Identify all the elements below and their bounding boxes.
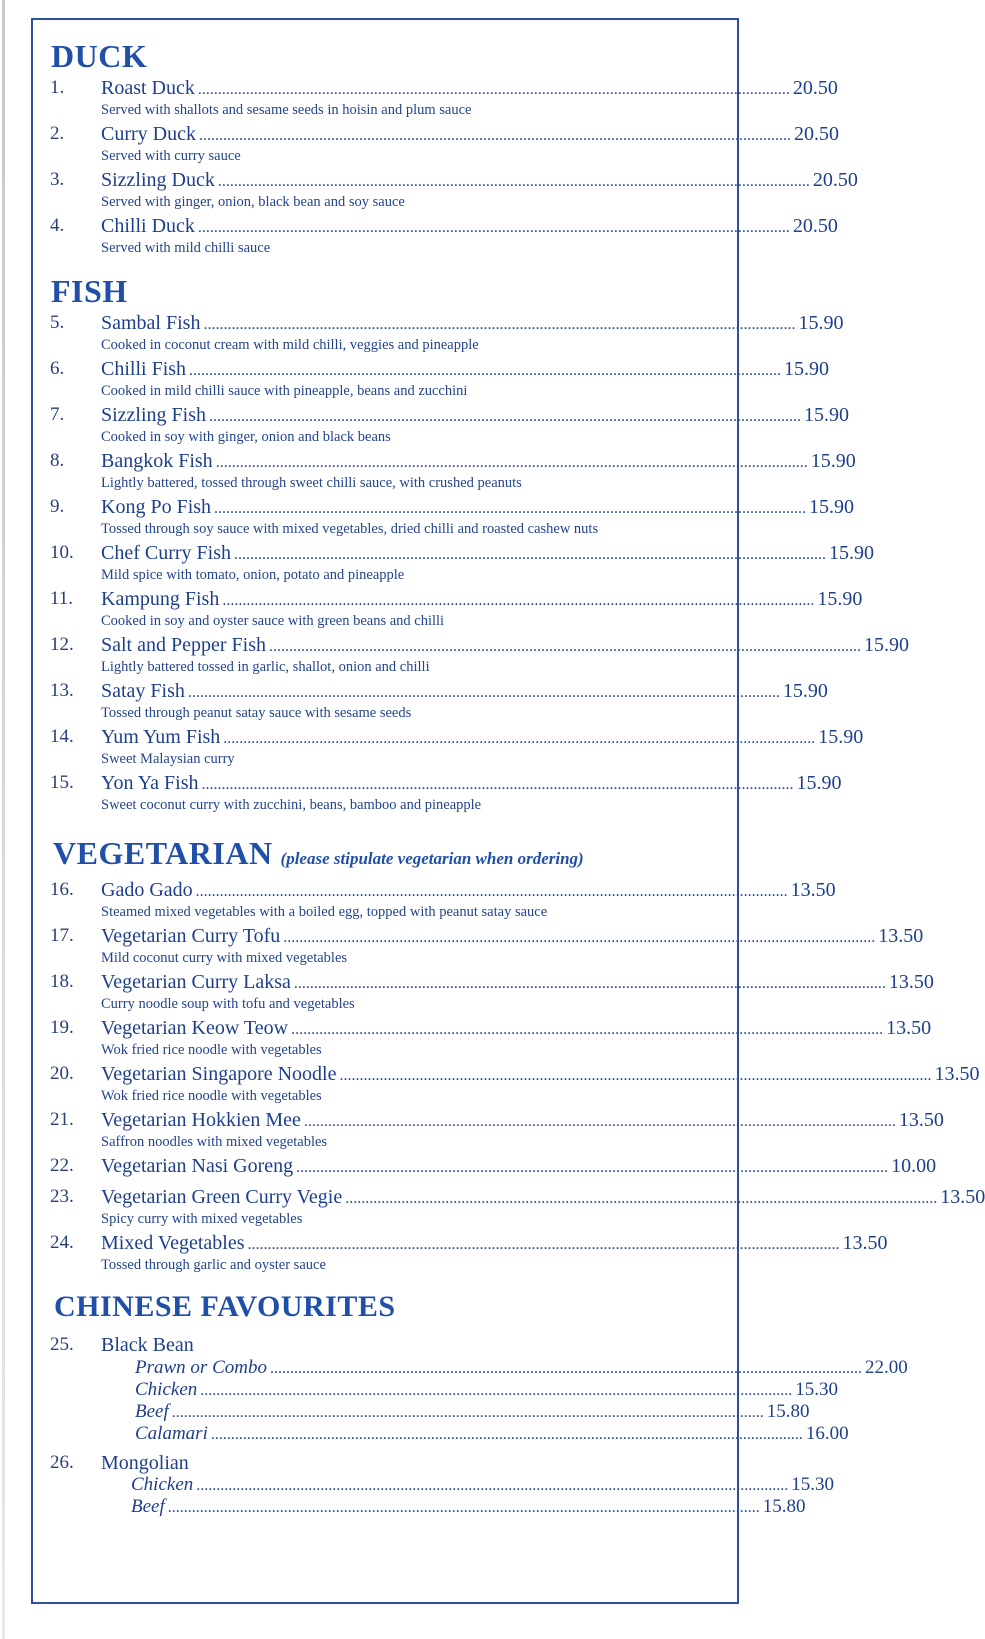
menu-item bbox=[33, 1015, 932, 1061]
menu-item bbox=[33, 494, 855, 540]
item-number: 18. bbox=[50, 971, 74, 992]
item-description: Tossed through peanut satay sauce with sesame seeds bbox=[101, 705, 412, 721]
item-price: 15.90 bbox=[782, 680, 828, 702]
dot-leader: .................................................................................................................................................... bbox=[303, 1113, 896, 1130]
dot-leader: .................................................................................................................................................... bbox=[195, 883, 788, 900]
option-name: Calamari bbox=[135, 1423, 208, 1444]
item-price: 20.50 bbox=[792, 77, 838, 99]
item-price: 15.90 bbox=[810, 450, 856, 472]
menu-item bbox=[33, 121, 839, 167]
menu-item bbox=[33, 586, 863, 632]
item-description: Lightly battered tossed in garlic, shallot, onion and chilli bbox=[101, 659, 430, 675]
item-name: Sizzling Duck bbox=[101, 169, 215, 191]
menu-item bbox=[33, 402, 850, 448]
menu-item bbox=[33, 877, 836, 923]
item-description: Tossed through soy sauce with mixed vegetables, dried chilli and roasted cashew nuts bbox=[101, 521, 599, 537]
dot-leader: .................................................................................................................................................... bbox=[283, 929, 876, 946]
section-title: CHINESE FAVOURITES bbox=[54, 1290, 396, 1323]
item-description: Mild spice with tomato, onion, potato and pineapple bbox=[101, 567, 405, 583]
item-number: 25. bbox=[50, 1334, 74, 1355]
item-description: Served with curry sauce bbox=[101, 148, 241, 164]
dot-leader: .................................................................................................................................................... bbox=[201, 776, 794, 793]
dot-leader: .................................................................................................................................................... bbox=[198, 127, 791, 144]
item-description: Curry noodle soup with tofu and vegetables bbox=[101, 996, 355, 1012]
dot-leader: .................................................................................................................................................... bbox=[345, 1190, 938, 1207]
item-price: 15.90 bbox=[829, 542, 874, 564]
item-price: 13.50 bbox=[790, 879, 836, 901]
item-name: Vegetarian Nasi Goreng bbox=[101, 1155, 294, 1177]
item-description: Lightly battered, tossed through sweet chilli sauce, with crushed peanuts bbox=[101, 475, 522, 491]
item-number: 9. bbox=[50, 496, 65, 517]
item-price: 20.50 bbox=[793, 123, 839, 145]
dot-leader: .................................................................................................................................................... bbox=[247, 1236, 840, 1253]
item-description: Cooked in coconut cream with mild chilli, veggies and pineapple bbox=[101, 337, 479, 353]
item-price: 20.50 bbox=[812, 169, 858, 191]
item-name: Kong Po Fish bbox=[101, 496, 212, 518]
option-price: 15.30 bbox=[791, 1474, 835, 1495]
dot-leader: .................................................................................................................................................... bbox=[200, 1382, 793, 1399]
menu-item bbox=[33, 1230, 888, 1276]
item-number: 19. bbox=[50, 1017, 74, 1038]
item-description: Tossed through garlic and oyster sauce bbox=[101, 1257, 326, 1273]
item-description: Cooked in soy with ginger, onion and black beans bbox=[101, 429, 391, 445]
item-name: Vegetarian Curry Tofu bbox=[101, 925, 281, 947]
dish-option bbox=[135, 1422, 849, 1447]
menu-item bbox=[33, 724, 864, 770]
item-number: 6. bbox=[50, 358, 65, 379]
item-price: 15.90 bbox=[796, 772, 842, 794]
item-description: Cooked in mild chilli sauce with pineapple, beans and zucchini bbox=[101, 383, 468, 399]
item-description: Sweet coconut curry with zucchini, beans, bamboo and pineapple bbox=[101, 797, 482, 813]
dot-leader: .................................................................................................................................................... bbox=[210, 1426, 803, 1443]
item-name: Satay Fish bbox=[101, 680, 185, 702]
menu-item bbox=[33, 213, 838, 259]
dot-leader: .................................................................................................................................................... bbox=[197, 81, 790, 98]
item-price: 13.50 bbox=[898, 1109, 944, 1131]
item-number: 12. bbox=[50, 634, 74, 655]
item-number: 2. bbox=[50, 123, 65, 144]
dot-leader: .................................................................................................................................................... bbox=[215, 454, 808, 471]
item-price: 15.90 bbox=[784, 358, 830, 380]
dot-leader: .................................................................................................................................................... bbox=[269, 638, 861, 655]
item-price: 15.90 bbox=[804, 404, 850, 426]
item-name: Black Bean bbox=[101, 1334, 194, 1356]
dot-leader: .................................................................................................................................................... bbox=[293, 975, 886, 992]
item-name: Curry Duck bbox=[101, 123, 196, 145]
option-name: Prawn or Combo bbox=[135, 1357, 267, 1378]
item-description: Served with ginger, onion, black bean and soy sauce bbox=[101, 194, 405, 210]
item-name: Mixed Vegetables bbox=[101, 1232, 245, 1254]
item-name: Vegetarian Singapore Noodle bbox=[101, 1063, 337, 1085]
menu-item bbox=[33, 678, 828, 724]
menu-item bbox=[33, 923, 924, 969]
item-name: Roast Duck bbox=[101, 77, 195, 99]
dot-leader: .................................................................................................................................................... bbox=[187, 684, 780, 701]
item-name: Chilli Fish bbox=[101, 358, 187, 380]
item-number: 5. bbox=[50, 312, 65, 333]
item-number: 26. bbox=[50, 1452, 74, 1473]
dot-leader: .................................................................................................................................................... bbox=[234, 546, 826, 563]
dish-option bbox=[131, 1495, 806, 1520]
menu-item bbox=[33, 75, 838, 121]
item-price: 15.90 bbox=[798, 312, 844, 334]
menu-item bbox=[33, 1107, 944, 1153]
item-description: Cooked in soy and oyster sauce with green beans and chilli bbox=[101, 613, 445, 629]
page-edge-shadow bbox=[2, 0, 5, 1639]
item-number: 10. bbox=[50, 542, 74, 563]
option-price: 15.80 bbox=[762, 1496, 806, 1517]
section-note: (please stipulate vegetarian when ordering) bbox=[280, 849, 584, 868]
item-price: 15.90 bbox=[864, 634, 909, 656]
item-price: 15.90 bbox=[818, 726, 864, 748]
item-name: Yon Ya Fish bbox=[101, 772, 199, 794]
item-price: 15.90 bbox=[809, 496, 855, 518]
section-heading bbox=[54, 1290, 396, 1324]
item-number: 1. bbox=[50, 77, 65, 98]
item-description: Spicy curry with mixed vegetables bbox=[101, 1211, 303, 1227]
item-number: 22. bbox=[50, 1155, 74, 1176]
item-description: Saffron noodles with mixed vegetables bbox=[101, 1134, 328, 1150]
menu-item bbox=[33, 167, 858, 213]
item-description: Wok fried rice noodle with vegetables bbox=[101, 1042, 322, 1058]
menu-item bbox=[33, 448, 856, 494]
menu-item bbox=[33, 969, 934, 1015]
menu-item bbox=[33, 1061, 980, 1107]
item-name: Yum Yum Fish bbox=[101, 726, 221, 748]
menu-item bbox=[33, 632, 909, 678]
menu-item bbox=[33, 770, 842, 816]
item-price: 13.50 bbox=[940, 1186, 985, 1208]
item-price: 20.50 bbox=[792, 215, 838, 237]
dot-leader: .................................................................................................................................................... bbox=[214, 500, 807, 517]
dot-leader: .................................................................................................................................................... bbox=[189, 362, 782, 379]
section-title: DUCK bbox=[51, 38, 148, 74]
item-number: 7. bbox=[50, 404, 65, 425]
item-name: Sambal Fish bbox=[101, 312, 201, 334]
item-number: 23. bbox=[50, 1186, 74, 1207]
item-number: 3. bbox=[50, 169, 65, 190]
menu-item bbox=[33, 540, 874, 586]
item-price: 13.50 bbox=[886, 1017, 932, 1039]
item-price: 13.50 bbox=[878, 925, 924, 947]
item-description: Served with mild chilli sauce bbox=[101, 240, 271, 256]
section-heading bbox=[51, 38, 147, 75]
option-price: 15.30 bbox=[795, 1379, 839, 1400]
section-heading bbox=[53, 835, 584, 872]
item-description: Wok fried rice noodle with vegetables bbox=[101, 1088, 322, 1104]
item-price: 13.50 bbox=[888, 971, 934, 993]
item-number: 4. bbox=[50, 215, 65, 236]
dot-leader: .................................................................................................................................................... bbox=[296, 1159, 889, 1176]
item-number: 11. bbox=[50, 588, 74, 609]
option-name: Beef bbox=[135, 1401, 169, 1422]
item-number: 17. bbox=[50, 925, 74, 946]
menu-item bbox=[33, 1184, 985, 1230]
section-heading bbox=[51, 273, 128, 310]
option-price: 22.00 bbox=[864, 1357, 908, 1378]
item-name: Chef Curry Fish bbox=[101, 542, 231, 564]
item-number: 8. bbox=[50, 450, 65, 471]
item-price: 13.50 bbox=[842, 1232, 888, 1254]
item-number: 13. bbox=[50, 680, 74, 701]
item-name: Vegetarian Green Curry Vegie bbox=[101, 1186, 343, 1208]
dot-leader: .................................................................................................................................................... bbox=[222, 592, 815, 609]
section-title: FISH bbox=[51, 273, 128, 309]
menu-item bbox=[33, 1153, 937, 1179]
dish-group bbox=[33, 1332, 737, 1358]
item-number: 20. bbox=[50, 1063, 74, 1084]
item-price: 13.50 bbox=[934, 1063, 980, 1085]
item-name: Mongolian bbox=[101, 1452, 189, 1474]
option-price: 15.80 bbox=[766, 1401, 810, 1422]
dot-leader: .................................................................................................................................................... bbox=[196, 1477, 789, 1494]
dot-leader: .................................................................................................................................................... bbox=[269, 1360, 862, 1377]
item-name: Gado Gado bbox=[101, 879, 193, 901]
menu-item bbox=[33, 356, 830, 402]
menu-item bbox=[33, 310, 844, 356]
item-number: 24. bbox=[50, 1232, 74, 1253]
dot-leader: .................................................................................................................................................... bbox=[171, 1404, 764, 1421]
dot-leader: .................................................................................................................................................... bbox=[217, 173, 810, 190]
item-name: Chilli Duck bbox=[101, 215, 195, 237]
item-name: Salt and Pepper Fish bbox=[101, 634, 266, 656]
dot-leader: .................................................................................................................................................... bbox=[197, 219, 790, 236]
item-number: 16. bbox=[50, 879, 74, 900]
option-price: 16.00 bbox=[805, 1423, 849, 1444]
item-number: 14. bbox=[50, 726, 74, 747]
item-name: Bangkok Fish bbox=[101, 450, 213, 472]
item-description: Served with shallots and sesame seeds in hoisin and plum sauce bbox=[101, 102, 472, 118]
item-name: Sizzling Fish bbox=[101, 404, 207, 426]
dot-leader: .................................................................................................................................................... bbox=[291, 1021, 884, 1038]
option-name: Beef bbox=[131, 1496, 165, 1517]
item-price: 10.00 bbox=[891, 1155, 937, 1177]
item-name: Vegetarian Keow Teow bbox=[101, 1017, 289, 1039]
dot-leader: .................................................................................................................................................... bbox=[209, 408, 802, 425]
option-name: Chicken bbox=[135, 1379, 198, 1400]
item-number: 15. bbox=[50, 772, 74, 793]
item-description: Sweet Malaysian curry bbox=[101, 751, 235, 767]
dot-leader: .................................................................................................................................................... bbox=[339, 1067, 932, 1084]
dot-leader: .................................................................................................................................................... bbox=[203, 316, 796, 333]
dot-leader: .................................................................................................................................................... bbox=[223, 730, 816, 747]
item-name: Vegetarian Hokkien Mee bbox=[101, 1109, 301, 1131]
menu-frame bbox=[31, 18, 985, 1604]
item-price: 15.90 bbox=[817, 588, 863, 610]
option-name: Chicken bbox=[131, 1474, 194, 1495]
dot-leader: .................................................................................................................................................... bbox=[167, 1499, 760, 1516]
item-description: Mild coconut curry with mixed vegetables bbox=[101, 950, 348, 966]
item-description: Steamed mixed vegetables with a boiled egg, topped with peanut satay sauce bbox=[101, 904, 548, 920]
item-name: Kampung Fish bbox=[101, 588, 220, 610]
item-number: 21. bbox=[50, 1109, 74, 1130]
section-title: VEGETARIAN bbox=[53, 835, 273, 871]
item-name: Vegetarian Curry Laksa bbox=[101, 971, 291, 993]
